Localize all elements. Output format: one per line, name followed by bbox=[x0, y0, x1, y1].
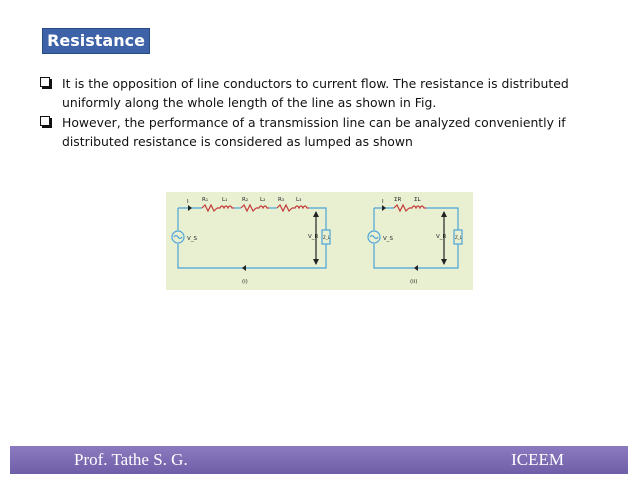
label-sum-l: ΣL bbox=[414, 197, 421, 203]
sine-wave-icon bbox=[370, 236, 378, 239]
bullet-text-2: However, the performance of a transmission line can be analyzed conveniently if distributed resistance is considered as lumped as shown bbox=[62, 115, 566, 149]
arrow-head-icon bbox=[441, 211, 447, 217]
label-r2: R₂ bbox=[242, 197, 249, 203]
bullet-item-2 bbox=[40, 113, 600, 151]
source-label: V_S bbox=[187, 236, 198, 242]
bullet-list bbox=[40, 74, 600, 152]
bullet-item-1 bbox=[40, 74, 600, 112]
circuit-diagram bbox=[166, 192, 473, 290]
label-l2: L₂ bbox=[260, 197, 266, 203]
checkbox-bullet-icon bbox=[40, 77, 50, 87]
current-arrow-icon bbox=[242, 265, 246, 271]
resistor-icon bbox=[277, 205, 292, 211]
wire bbox=[374, 244, 458, 268]
slide-title: Resistance bbox=[42, 28, 150, 54]
footer-bar bbox=[10, 446, 628, 474]
load-label: Z_L bbox=[323, 235, 330, 240]
inductor-icon bbox=[409, 206, 426, 208]
arrow-head-icon bbox=[313, 259, 319, 265]
wire bbox=[426, 208, 458, 230]
bullet-text-1: It is the opposition of line conductors to current flow. The resistance is distributed uniformly along the whole length of the line as shown in Fig. bbox=[62, 76, 569, 110]
wire bbox=[178, 244, 326, 268]
label-sum-r: ΣR bbox=[394, 197, 402, 203]
arrow-head-icon bbox=[441, 259, 447, 265]
inductor-icon bbox=[292, 206, 309, 208]
resistor-icon bbox=[394, 205, 409, 211]
caption-ii: (ii) bbox=[410, 279, 418, 285]
circuit-figure bbox=[166, 192, 473, 290]
current-label: I bbox=[187, 199, 189, 205]
load-label: Z_L bbox=[455, 235, 462, 240]
source-label: V_S bbox=[383, 236, 394, 242]
current-label: I bbox=[382, 199, 384, 205]
receiving-label: V_R bbox=[436, 234, 447, 240]
receiving-label: V_R bbox=[308, 234, 319, 240]
sine-wave-icon bbox=[174, 236, 182, 239]
arrow-head-icon bbox=[313, 211, 319, 217]
inductor-icon bbox=[217, 206, 234, 208]
label-r1: R₁ bbox=[202, 197, 209, 203]
wire bbox=[309, 208, 326, 230]
label-l3: L₃ bbox=[296, 197, 302, 203]
current-arrow-icon bbox=[414, 265, 418, 271]
current-arrow-icon bbox=[188, 205, 192, 211]
current-arrow-icon bbox=[382, 205, 386, 211]
footer-author: Prof. Tathe S. G. bbox=[74, 450, 188, 469]
label-l1: L₁ bbox=[222, 197, 228, 203]
caption-i: (i) bbox=[242, 279, 248, 285]
resistor-icon bbox=[241, 205, 256, 211]
checkbox-bullet-icon bbox=[40, 116, 50, 126]
footer-dept: ICEEM bbox=[511, 450, 564, 469]
label-r3: R₃ bbox=[278, 197, 285, 203]
resistor-icon bbox=[202, 205, 217, 211]
inductor-icon bbox=[256, 206, 269, 208]
